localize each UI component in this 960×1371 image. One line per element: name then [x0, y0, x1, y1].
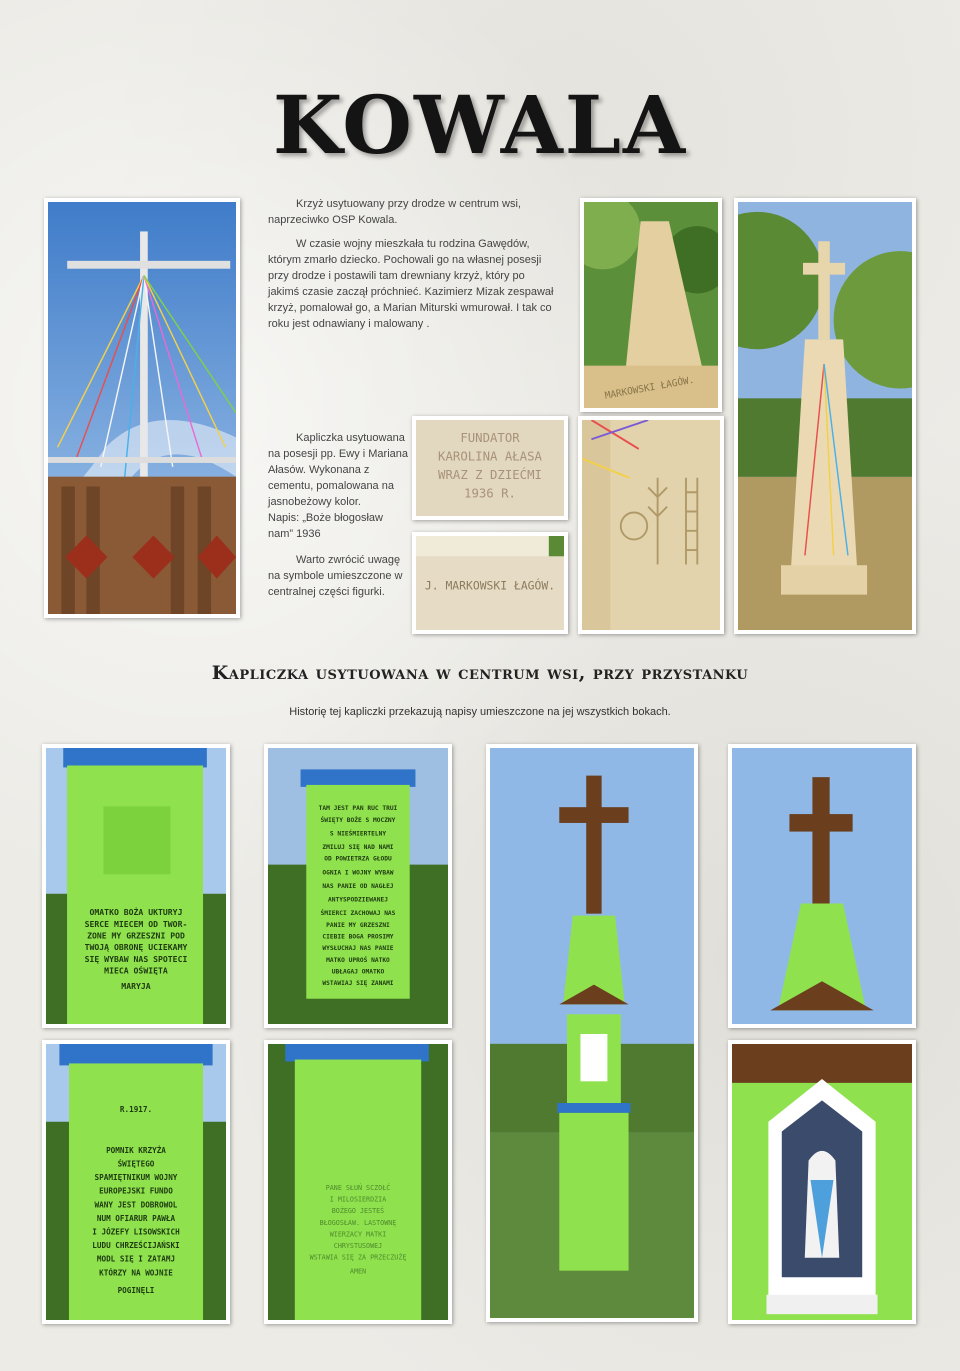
plinth-right-line-3: BOŻEGO JESTEŚ — [331, 1207, 385, 1216]
photo-signature — [412, 532, 568, 634]
plinth-front-line-5: OD POWIETRZA GŁODU — [324, 855, 392, 863]
plinth-front-line-12: WYSŁUCHAJ NAS PANIE — [322, 945, 394, 953]
chapel-paragraph-3: Warto zwrócić uwagę na symbole umieszczone w centralnej części figurki. — [268, 554, 403, 598]
plinth-left-line-4: TWOJĄ OBRONĘ UCIEKAMY — [84, 942, 188, 953]
cross-paragraph-1: Krzyż usytuowany przy drodze w centrum wsi, naprzeciwko OSP Kowala. — [268, 198, 521, 226]
plinth-right-line-7: WSTAWIA SIĘ ZA PRZECZUŻĘ — [309, 1253, 407, 1262]
plinth-front-line-13: MATKO UPROŚ NATKO — [326, 956, 390, 964]
plinth-rear-line-3: SPAMIĘTNIKUM WOJNY — [94, 1173, 178, 1183]
plinth-rear-line-8: LUDU CHRZEŚCIJAŃSKI — [92, 1241, 180, 1251]
fundator-line-3: WRAZ Z DZIEĆMI — [438, 468, 542, 483]
photo-plinth-right-side — [264, 1040, 452, 1324]
plinth-left-line-2: SERCE MIECEM OD TWOR- — [84, 918, 188, 929]
plinth-rear-line-1: POMNIK KRZYŻA — [106, 1145, 166, 1155]
photo-chapel-symbols — [578, 416, 724, 634]
plinth-front-line-1: TAM JEST PAN RUC TRUI — [318, 805, 398, 813]
plinth-right-line-6: CHRYSTUSOWEJ — [333, 1242, 383, 1251]
plinth-front-line-3: S NIEŚMIERTELNY — [329, 830, 387, 838]
plinth-left-line-1: OMATKO BOŻA UKTURYJ — [89, 907, 183, 918]
plinth-right-line-2: I MILOSIERDZIA — [329, 1195, 387, 1204]
plinth-front-line-2: ŚWIĘTY BOŻE S MOCZNY — [320, 816, 396, 824]
photo-metal-cross — [44, 198, 240, 618]
photo-plinth-left-side — [42, 744, 230, 1028]
chapel-description — [268, 430, 408, 600]
photo-chapel-top-close — [580, 198, 722, 412]
signature-text: J. MARKOWSKI ŁAGÓW. — [424, 579, 556, 593]
plinth-front-line-7: NAS PANIE OD NAGŁEJ — [322, 882, 394, 890]
plinth-front-line-10: PANIE MY GRZESZNI — [326, 921, 390, 929]
fundator-line-4: 1936 R. — [464, 486, 516, 501]
cross-description — [268, 196, 558, 332]
photo-fundator-inscription — [412, 416, 568, 520]
plinth-right-line-1: PANE SŁUŃ SCZOŁĆ — [325, 1183, 391, 1192]
photo-plinth-front — [264, 744, 452, 1028]
plinth-front-line-6: OGNIA I WOJNY WYBAW — [322, 869, 394, 877]
photo-green-chapel-top — [728, 744, 916, 1028]
plinth-front-line-15: WSTAWIAJ SIĘ ZANAMI — [322, 980, 394, 988]
chapel-paragraph-1: Kapliczka usytuowana na posesji pp. Ewy i Mariana Ałasów. Wykonana z cementu, pomalowana na jasnobeżowy kolor. — [268, 432, 409, 508]
plinth-rear-line-5: WANY JEST DOBROWOL — [94, 1200, 178, 1210]
plinth-rear-line-9: MODL SIĘ I ZATAMJ — [96, 1254, 176, 1264]
plinth-left-line-6: MIECA OŚWIĘTA — [104, 965, 168, 976]
plinth-rear-line-7: I JÓZEFY LISOWSKICH — [92, 1227, 180, 1237]
plinth-rear-year: R.1917. — [119, 1104, 153, 1115]
cross-paragraph-2: W czasie wojny mieszkała tu rodzina Gawędów, którym zmarło dziecko. Pochowali go na własnej posesji przy drodze i postawili tam drewniany krzyż, który po jakimś czasie zaczął próchnieć. Kazimierz Mizak zespawał krzyż, pomalował go, a Marian Miturski wmurował. I tak co roku jest odnawiany i malowany . — [268, 238, 554, 330]
plinth-left-line-3: ZONE MY GRZESZNI POD — [87, 930, 185, 941]
fundator-line-1: FUNDATOR — [460, 431, 520, 446]
plinth-front-line-14: UBŁAGAJ OMATKO — [331, 968, 385, 976]
plinth-rear-line-11: POGINĘLI — [117, 1285, 155, 1295]
signature-top-text: MARKOWSKI ŁAGÓW. — [603, 374, 696, 402]
plinth-left-line-5: SIĘ WYBAW NAS SPOTECI — [84, 953, 188, 964]
photo-madonna-niche — [728, 1040, 916, 1324]
chapel-paragraph-2: Napis: „Boże błogosław nam” 1936 — [268, 512, 383, 540]
page-title: KOWALA — [272, 78, 688, 172]
plinth-left-line-7: MARYJA — [121, 980, 151, 992]
plinth-right-line-8: AMEN — [349, 1267, 367, 1276]
plinth-rear-line-2: ŚWIĘTEGO — [117, 1159, 155, 1169]
photo-plinth-rear — [42, 1040, 230, 1324]
photo-green-chapel-full — [486, 744, 698, 1322]
fundator-line-2: KAROLINA AŁASA — [438, 449, 542, 464]
plinth-front-line-4: ZMILUJ SIĘ NAD NAMI — [322, 844, 394, 852]
section-caption: Historię tej kapliczki przekazują napisy umieszczone na jej wszystkich bokach. — [289, 706, 671, 718]
plinth-front-line-9: ŚMIERCI ZACHOWAJ NAS — [320, 910, 396, 918]
plinth-right-line-5: WIERZACY MATKI — [329, 1230, 387, 1239]
plinth-rear-line-6: NUM OFIARUR PAWŁA — [96, 1213, 176, 1223]
plinth-right-line-4: BŁOGOSŁAW. LASTOWNĘ — [319, 1218, 397, 1227]
section-subheading: Kapliczka usytuowana w centrum wsi, przy przystanku — [211, 662, 749, 684]
plinth-front-line-11: CIEBIE BOGA PROSIMY — [322, 933, 394, 941]
plinth-rear-line-4: EUROPEJSKI FUNDO — [99, 1186, 173, 1196]
photo-chapel-full — [734, 198, 916, 634]
plinth-rear-line-10: KTÓRZY NA WOJNIE — [99, 1268, 173, 1278]
plinth-front-line-8: ANTYSPODZIEWANEJ — [328, 896, 388, 904]
